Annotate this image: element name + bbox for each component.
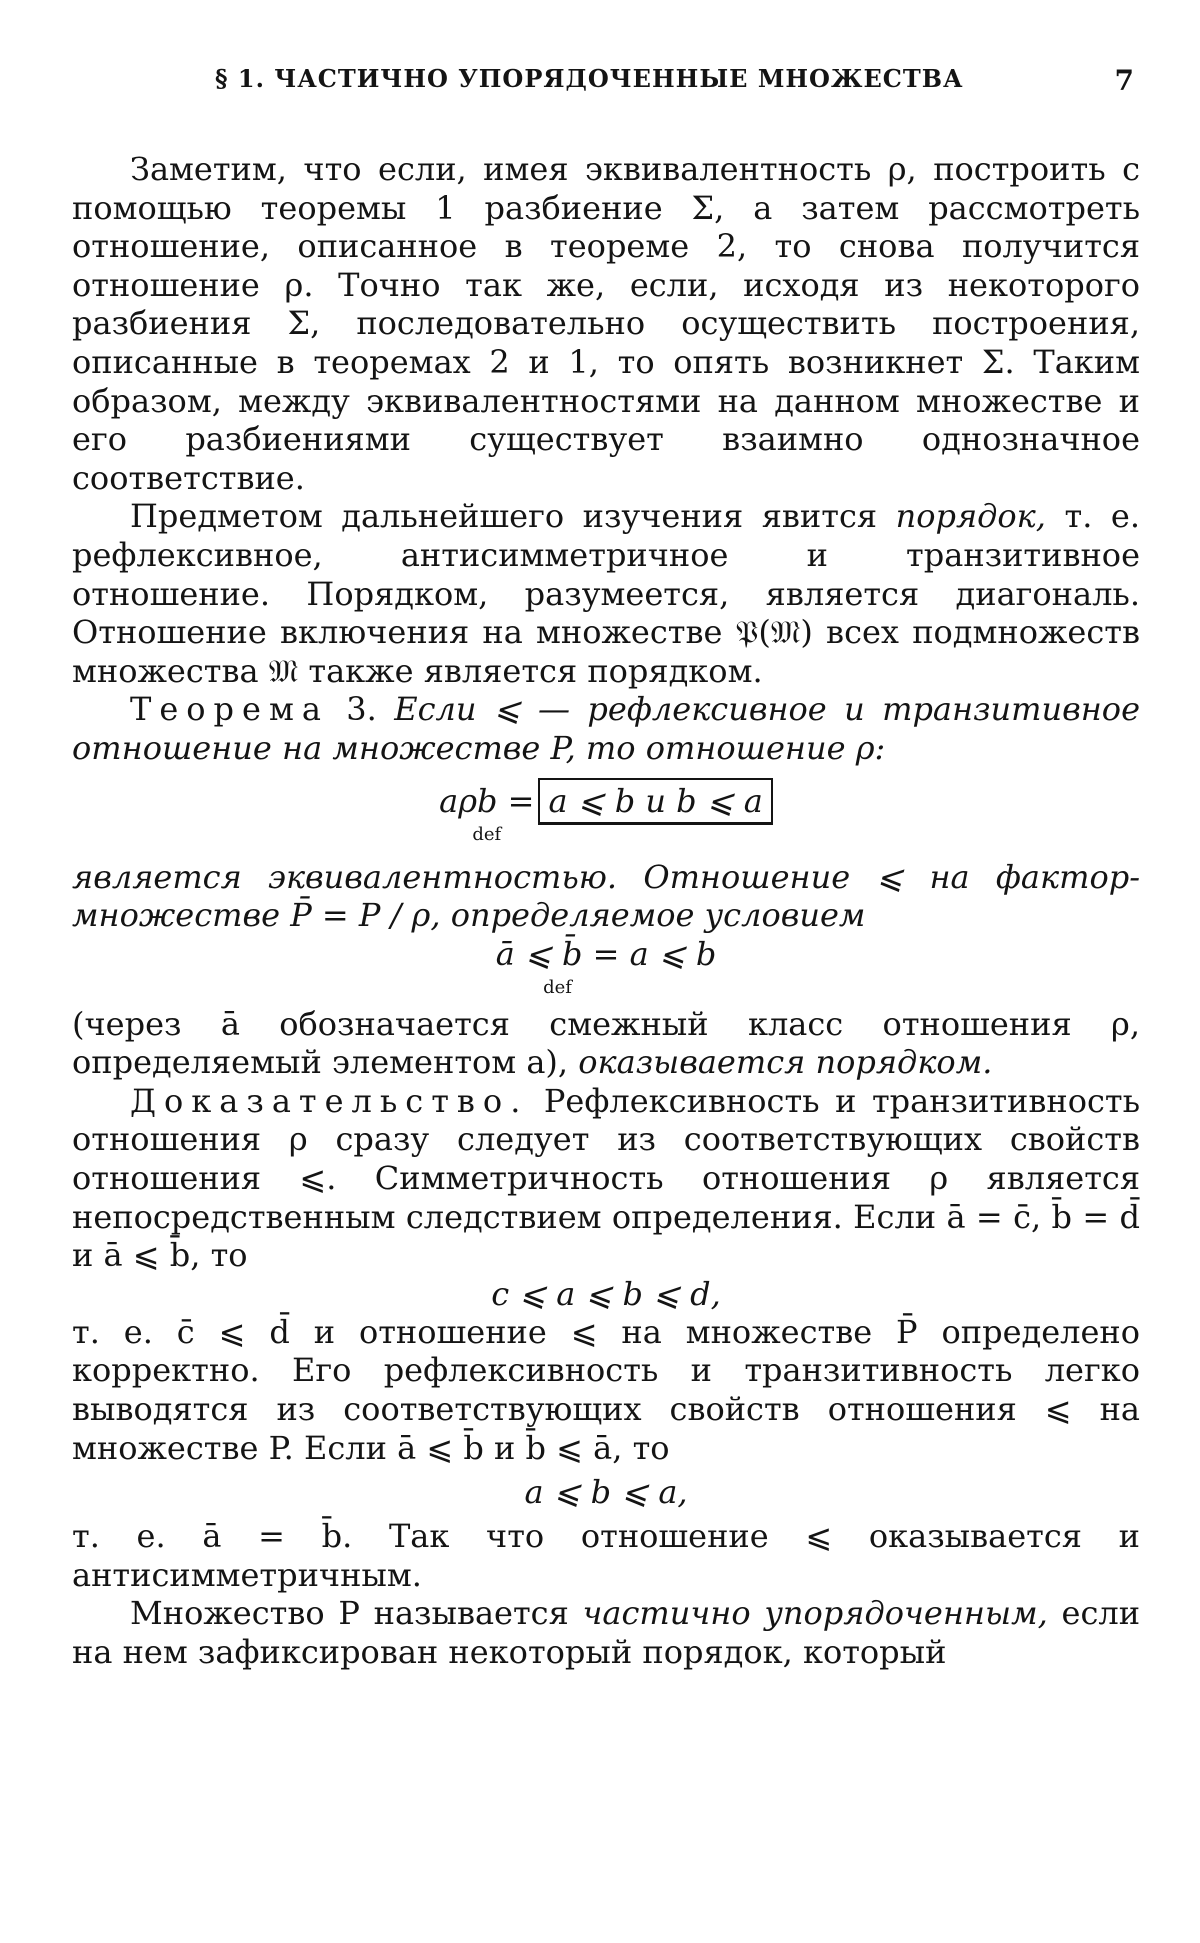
- formula-boxed-condition: a ⩽ b и b ⩽ a: [538, 778, 772, 825]
- header-title: § 1. ЧАСТИЧНО УПОРЯДОЧЕННЫЕ МНОЖЕСТВА: [215, 64, 964, 93]
- theorem-note: [72, 1005, 1140, 1082]
- paragraph-partially-ordered: [72, 1594, 1140, 1671]
- theorem-statement: Если ⩽ — рефлексивное и транзитивное отношение на множестве P, то отношение ρ:: [72, 690, 1141, 767]
- proof-text-3: т. е. ā = b̄. Так что отношение ⩽ оказывается и антисимметричным.: [72, 1517, 1140, 1594]
- formula-equivalence: [72, 768, 1140, 858]
- formula-chain-1: c ⩽ a ⩽ b ⩽ d,: [491, 1274, 721, 1313]
- theorem-label: Теорема: [130, 690, 329, 729]
- running-header: [215, 64, 1135, 97]
- formula2-lhs: ā ⩽ b̄ =: [495, 934, 620, 973]
- paragraph-correspondence: Заметим, что если, имея эквивалентность ρ, построить с помощью теоремы 1 разбиение Σ, а затем рассмотреть отношение, описанное в теореме 2, то снова получится отношение ρ. Точно так же, если, исходя из некоторого разбиения Σ, последовательно осуществить построения, описанные в теоремах 2 и 1, то опять возникнет Σ. Таким образом, между эквивалентностями на данном множестве и его разбиениями существует взаимно однозначное соответствие.: [72, 150, 1140, 497]
- order-rest: т. е. рефлексивное, антисимметричное и транзитивное отношение. Порядком, разумеется, является диагональ. Отношение включения на множестве 𝔓(𝔐) всех подмножеств множества 𝔐 также является порядком.: [72, 497, 1140, 690]
- theorem-number: 3.: [328, 690, 395, 729]
- proof-label: Доказательство.: [130, 1081, 529, 1120]
- po-term: частично упорядоченным,: [582, 1594, 1048, 1633]
- po-lead: Множество P называется: [130, 1594, 583, 1633]
- def-label-2: def: [543, 976, 572, 998]
- body-text: [72, 150, 1140, 1672]
- formula2-lhs-wrap: [495, 934, 620, 998]
- formula-factor-order: [72, 935, 1140, 1005]
- formula-chain-2: a ⩽ b ⩽ a,: [524, 1473, 688, 1512]
- proof-text-2: т. е. c̄ ⩽ d̄ и отношение ⩽ на множестве P̄ определено корректно. Его рефлексивность и транзитивность легко выводятся из соответствующих свойств отношения ⩽ на множестве P. Если ā ⩽ b̄ и b̄ ⩽ ā, то: [72, 1312, 1140, 1467]
- proof-text-1: Рефлексивность и транзитивность отношения ρ сразу следует из соответствующих свойств отношения ⩽. Симметричность отношения ρ является непосредственным следствием определения. Если ā = c̄, b̄ = d̄ и ā ⩽ b̄, то: [72, 1081, 1140, 1275]
- theorem-3: [72, 690, 1140, 767]
- page-number: 7: [1114, 64, 1135, 97]
- note-italic: оказывается порядком.: [578, 1043, 993, 1082]
- order-lead: Предметом дальнейшего изучения явится: [130, 497, 896, 536]
- theorem-continuation: является эквивалентностью. Отношение ⩽ на фактор-множестве P̄ = P / ρ, определяемое условием: [72, 857, 1140, 935]
- note-text: (через ā обозначается смежный класс отношения ρ, определяемый элементом a),: [72, 1004, 1140, 1082]
- def-label: def: [472, 823, 502, 845]
- formula-lhs: aρb =: [439, 781, 535, 820]
- order-term: порядок,: [895, 497, 1046, 536]
- po-rest: если на нем зафиксирован некоторый порядок, который: [72, 1594, 1141, 1671]
- formula2-rhs: a ⩽ b: [619, 934, 717, 973]
- proof: [72, 1082, 1140, 1275]
- paragraph-order-definition: [72, 497, 1140, 690]
- formula-lhs-wrap: [439, 781, 535, 845]
